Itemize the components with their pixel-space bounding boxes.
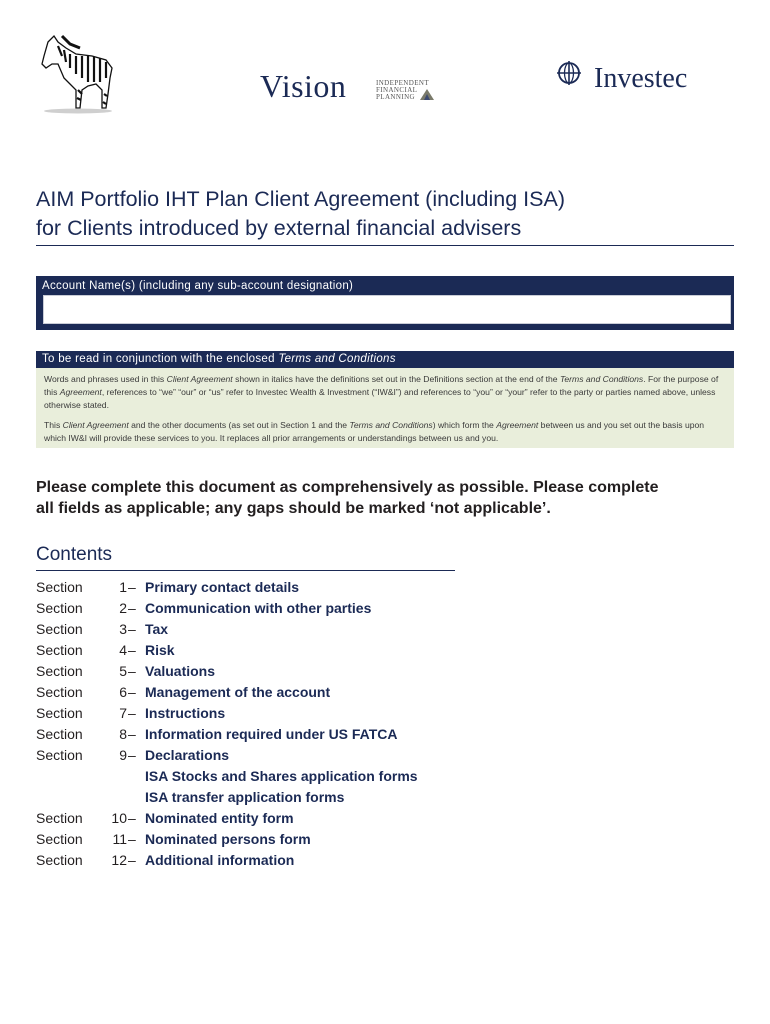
toc-section-label: Section — [36, 810, 83, 826]
account-name-label: Account Name(s) (including any sub-account designation) — [42, 280, 354, 292]
zebra-logo-icon — [36, 34, 120, 114]
toc-section-label: Section — [36, 600, 83, 616]
defined-term: Agreement — [59, 387, 102, 397]
investec-logo — [556, 58, 688, 94]
toc-section-label: Section — [36, 621, 83, 637]
toc-item[interactable] — [36, 619, 556, 640]
toc-section-title: Primary contact details — [145, 579, 300, 595]
account-name-box — [36, 276, 734, 330]
toc-item[interactable] — [36, 766, 556, 787]
toc-dash: – — [128, 726, 136, 742]
toc-item[interactable] — [36, 829, 556, 850]
ifp-logo-line: PLANNING — [376, 93, 415, 101]
toc-section-number: 12 — [111, 852, 127, 868]
toc-section-title: Nominated entity form — [145, 810, 294, 826]
toc-section-title: ISA transfer application forms — [145, 789, 345, 805]
notice-text: . For the purpose of this — [44, 374, 719, 397]
terms-notice-header — [36, 351, 734, 368]
defined-term: Terms and Conditions — [559, 374, 644, 384]
toc-dash: – — [128, 579, 136, 595]
completion-instruction-line: Please complete this document as comprehensively as possible. Please complete — [36, 479, 659, 496]
toc-item[interactable] — [36, 577, 556, 598]
toc-section-title: Instructions — [145, 705, 226, 721]
ifp-mountain-icon — [420, 88, 434, 100]
terms-notice-paragraph-1 — [44, 373, 726, 412]
contents-divider — [36, 570, 455, 571]
defined-term: Client Agreement — [166, 374, 233, 384]
completion-instruction — [36, 477, 746, 519]
defined-term: Client Agreement — [62, 420, 129, 430]
toc-section-number: 10 — [111, 810, 127, 826]
toc-dash: – — [128, 642, 136, 658]
toc-dash: – — [128, 705, 136, 721]
toc-section-number: 2 — [119, 600, 127, 616]
terms-notice-title-italic: Terms and Conditions — [278, 353, 396, 365]
toc-section-title: Information required under US FATCA — [145, 726, 398, 742]
toc-section-label: Section — [36, 684, 83, 700]
toc-section-number: 3 — [119, 621, 127, 637]
toc-section-label: Section — [36, 747, 83, 763]
terms-notice-paragraph-2 — [44, 419, 726, 445]
toc-section-number: 9 — [119, 747, 127, 763]
notice-text: and the other documents (as set out in Section 1 and the — [128, 420, 350, 430]
toc-dash: – — [128, 852, 136, 868]
investec-globe-icon — [556, 58, 586, 88]
toc-section-label: Section — [36, 579, 83, 595]
toc-item[interactable] — [36, 808, 556, 829]
notice-text: Words and phrases used in this — [44, 374, 167, 384]
toc-section-label: Section — [36, 852, 83, 868]
toc-item[interactable] — [36, 598, 556, 619]
toc-section-number: 8 — [119, 726, 127, 742]
toc-item[interactable] — [36, 703, 556, 724]
toc-dash: – — [128, 621, 136, 637]
page-title-line: AIM Portfolio IHT Plan Client Agreement (including ISA) — [36, 187, 565, 211]
toc-dash: – — [128, 600, 136, 616]
defined-term: Agreement — [496, 420, 539, 430]
toc-section-title: ISA Stocks and Shares application forms — [145, 768, 418, 784]
vision-logo-text: Vision — [260, 68, 347, 104]
completion-instruction-line: all fields as applicable; any gaps should be marked ‘not applicable’. — [36, 500, 551, 517]
toc-section-number: 5 — [119, 663, 127, 679]
toc-item[interactable] — [36, 787, 556, 808]
toc-item[interactable] — [36, 661, 556, 682]
table-of-contents — [36, 577, 556, 871]
toc-section-number: 4 — [119, 642, 127, 658]
title-divider — [36, 245, 734, 246]
account-name-input[interactable] — [43, 295, 731, 324]
toc-section-title: Valuations — [145, 663, 216, 679]
vision-logo — [260, 64, 346, 108]
toc-item[interactable] — [36, 724, 556, 745]
toc-section-title: Risk — [145, 642, 175, 658]
toc-dash: – — [128, 831, 136, 847]
toc-item[interactable] — [36, 682, 556, 703]
toc-section-number: 6 — [119, 684, 127, 700]
toc-section-title: Nominated persons form — [145, 831, 311, 847]
toc-section-number: 1 — [119, 579, 127, 595]
page-title — [36, 185, 736, 243]
notice-text: This — [44, 420, 63, 430]
terms-notice-title-prefix: To be read in conjunction with the enclosed — [42, 353, 279, 365]
notice-text: ) which form the — [432, 420, 497, 430]
toc-section-title: Additional information — [145, 852, 295, 868]
toc-section-number: 11 — [112, 831, 127, 847]
investec-logo-text: Investec — [594, 63, 688, 94]
notice-text: , references to “we” “our” or “us” refer to Investec Wealth & Investment (“IW&I”) and references to “you” or “your” refer to the party or parties named above, unless otherwise stated. — [44, 387, 716, 410]
toc-dash: – — [128, 663, 136, 679]
toc-item[interactable] — [36, 745, 556, 766]
page-title-line: for Clients introduced by external financial advisers — [36, 216, 522, 240]
toc-dash: – — [128, 747, 136, 763]
contents-heading: Contents — [36, 544, 113, 565]
toc-section-label: Section — [36, 642, 83, 658]
toc-section-title: Declarations — [145, 747, 230, 763]
toc-dash: – — [128, 810, 136, 826]
toc-item[interactable] — [36, 850, 556, 871]
toc-item[interactable] — [36, 640, 556, 661]
toc-section-number: 7 — [119, 705, 127, 721]
toc-section-title: Communication with other parties — [145, 600, 372, 616]
notice-text: shown in italics have the definitions set out in the Definitions section at the end of the — [232, 374, 560, 384]
toc-section-title: Management of the account — [145, 684, 331, 700]
toc-section-label: Section — [36, 705, 83, 721]
toc-section-label: Section — [36, 726, 83, 742]
notice-text: between us and you set out the basis upon which IW&I will provide these services to you. It replaces all prior arrangements or understandings between us and you. — [44, 420, 705, 443]
terms-notice-title — [42, 352, 396, 367]
ifp-logo-line: INDEPENDENT — [376, 79, 430, 87]
toc-section-label: Section — [36, 831, 83, 847]
toc-section-label: Section — [36, 663, 83, 679]
ifp-logo-line: FINANCIAL — [376, 86, 418, 94]
toc-section-title: Tax — [145, 621, 169, 637]
toc-dash: – — [128, 684, 136, 700]
defined-term: Terms and Conditions — [349, 420, 433, 430]
terms-notice-body — [36, 368, 734, 448]
